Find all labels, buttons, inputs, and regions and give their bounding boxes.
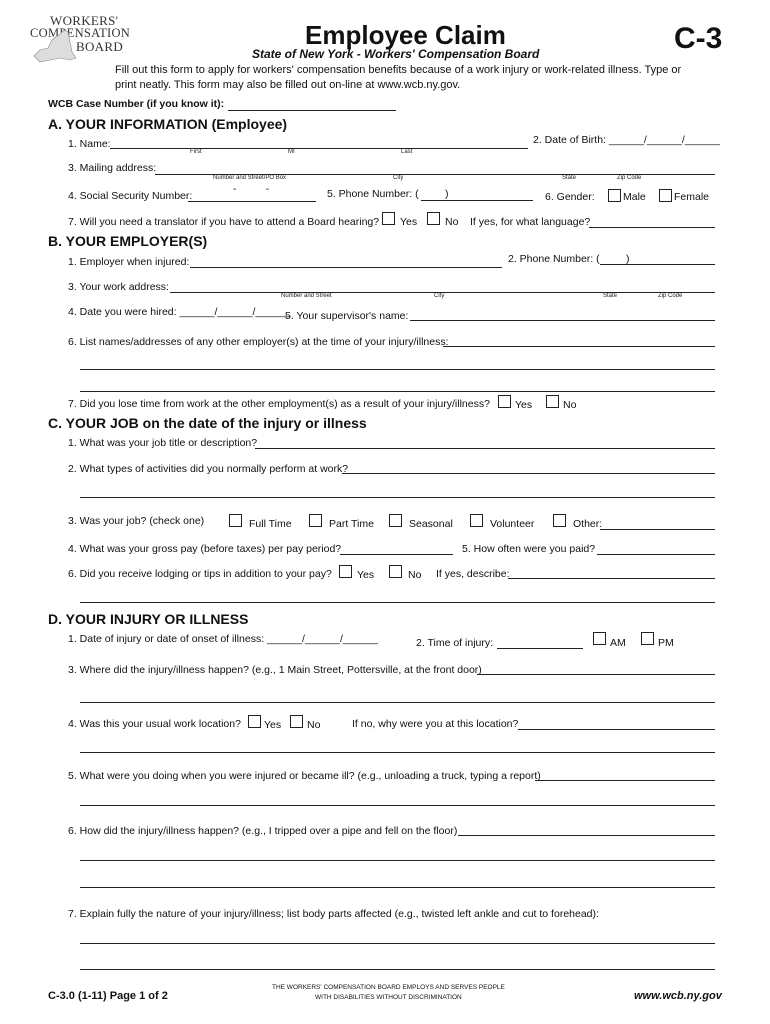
ny-state-outline-icon [30,28,78,66]
state-caption: State [562,175,577,181]
injury-location-field-2[interactable] [80,702,715,703]
first-name-caption: First [190,149,202,155]
logo-line-3: BOARD [76,39,124,54]
full-time-checkbox[interactable] [229,514,242,527]
usual-location-label: 4. Was this your usual work location? [68,718,241,730]
why-location-field-1[interactable] [518,729,715,730]
part-time-checkbox[interactable] [309,514,322,527]
work-zip-caption: Zip Code [658,293,683,299]
male-label: Male [623,191,646,203]
full-time-label: Full Time [249,518,292,530]
employer-field[interactable] [190,267,502,268]
usual-location-yes-checkbox[interactable] [248,715,261,728]
am-label: AM [610,637,626,649]
lost-time-no-label: No [563,399,577,411]
nature-field-1[interactable] [80,943,715,944]
how-happened-field-2[interactable] [80,860,715,861]
city-caption: City [393,175,404,181]
am-checkbox[interactable] [593,632,606,645]
usual-location-yes-label: Yes [264,719,282,731]
instructions-line-2: print neatly. This form may also be filled out on-line at www.wcb.ny.gov. [115,79,461,91]
employer-phone-close: ) [626,253,630,265]
translator-no-checkbox[interactable] [427,212,440,225]
language-field[interactable] [589,227,715,228]
usual-location-no-label: No [307,719,321,731]
doing-field-2[interactable] [80,805,715,806]
page-title: Employee Claim [305,20,506,50]
part-time-label: Part Time [329,518,374,530]
dob-label[interactable]: 2. Date of Birth: ______/______/______ [533,134,720,146]
lodging-no-checkbox[interactable] [389,565,402,578]
doing-field-1[interactable] [535,780,715,781]
language-label: If yes, for what language? [470,216,591,228]
mi-caption: MI [288,149,295,155]
describe-label: If yes, describe: [436,568,510,580]
translator-no-label: No [445,216,459,228]
ssn-dashes: - - [233,183,270,195]
activities-label: 2. What types of activities did you normally perform at work? [68,463,349,475]
lost-time-yes-checkbox[interactable] [498,395,511,408]
other-employers-field-3[interactable] [80,391,715,392]
nature-field-2[interactable] [80,969,715,970]
volunteer-label: Volunteer [490,518,535,530]
lost-time-yes-label: Yes [515,399,533,411]
other-label: Other: [573,518,603,530]
translator-yes-label: Yes [400,216,418,228]
gender-male-checkbox[interactable] [608,189,621,202]
website-link[interactable]: www.wcb.ny.gov [634,990,722,1002]
seasonal-checkbox[interactable] [389,514,402,527]
section-b-heading: B. YOUR EMPLOYER(S) [48,233,208,249]
injury-date-label[interactable]: 1. Date of injury or date of onset of illness: ______/______/______ [68,633,378,645]
work-street-caption: Number and Street [281,293,332,299]
case-number-field[interactable] [228,110,396,111]
zip-caption: Zip Code [617,175,642,181]
logo-line-2: COMPENSATION [30,26,131,40]
section-d-heading: D. YOUR INJURY OR ILLNESS [48,611,249,627]
how-happened-field-3[interactable] [80,887,715,888]
supervisor-label: 5. Your supervisor's name: [285,310,409,322]
logo-line-1: WORKERS' [50,13,119,28]
street-caption: Number and Street/PO Box [213,175,287,181]
injury-location-field-1[interactable] [477,674,715,675]
lodging-yes-checkbox[interactable] [339,565,352,578]
injury-time-label: 2. Time of injury: [416,637,494,649]
employee-phone-close: ) [445,188,449,200]
discrimination-notice-1: THE WORKERS' COMPENSATION BOARD EMPLOYS AND SERVES PEOPLE [272,984,505,991]
mailing-address-label: 3. Mailing address: [68,162,157,174]
how-happened-field-1[interactable] [458,835,715,836]
last-name-caption: Last [401,149,413,155]
work-address-label: 3. Your work address: [68,281,169,293]
lodging-label: 6. Did you receive lodging or tips in addition to your pay? [68,568,332,580]
wcb-logo [30,14,155,66]
lodging-no-label: No [408,569,422,581]
other-employers-field-1[interactable] [443,346,715,347]
injury-time-field[interactable] [497,648,583,649]
ssn-label: 4. Social Security Number: [68,190,193,202]
work-city-caption: City [434,293,445,299]
other-employers-label: 6. List names/addresses of any other employer(s) at the time of your injury/illness: [68,336,449,348]
discrimination-notice-2: WITH DISABILITIES WITHOUT DISCRIMINATION [315,994,462,1001]
job-title-label: 1. What was your job title or description? [68,437,258,449]
work-state-caption: State [603,293,618,299]
section-a-heading: A. YOUR INFORMATION (Employee) [48,116,288,132]
employer-phone-label: 2. Phone Number: ( [508,253,600,265]
instructions-line-1: Fill out this form to apply for workers' compensation benefits because of a work injury or work-related illness. Type or [115,64,682,76]
injury-location-label: 3. Where did the injury/illness happen? (e.g., 1 Main Street, Pottersville, at the front door) [68,664,482,676]
other-checkbox[interactable] [553,514,566,527]
describe-field-2[interactable] [80,602,715,603]
job-title-field[interactable] [255,448,715,449]
other-employers-field-2[interactable] [80,369,715,370]
usual-location-no-checkbox[interactable] [290,715,303,728]
activities-field-1[interactable] [342,473,715,474]
female-label: Female [674,191,710,203]
gross-pay-label: 4. What was your gross pay (before taxes) per pay period? [68,543,342,555]
case-number-label: WCB Case Number (if you know it): [48,98,225,110]
pm-checkbox[interactable] [641,632,654,645]
other-job-field[interactable] [600,529,715,530]
job-type-label: 3. Was your job? (check one) [68,515,205,527]
name-field[interactable] [110,148,528,149]
section-c-heading: C. YOUR JOB on the date of the injury or illness [48,415,367,431]
subtitle: State of New York - Workers' Compensation Board [252,47,540,61]
how-often-field[interactable] [597,554,715,555]
gender-label: 6. Gender: [545,191,595,203]
gender-female-checkbox[interactable] [659,189,672,202]
seasonal-label: Seasonal [409,518,453,530]
lost-time-label: 7. Did you lose time from work at the other employment(s) as a result of your injury/illness? [68,398,490,410]
hire-date-label[interactable]: 4. Date you were hired: ______/______/______ [68,306,291,318]
lost-time-no-checkbox[interactable] [546,395,559,408]
activities-field-2[interactable] [80,497,715,498]
why-location-label: If no, why were you at this location? [352,718,519,730]
employee-phone-label: 5. Phone Number: ( [327,188,419,200]
describe-field-1[interactable] [508,578,715,579]
lodging-yes-label: Yes [357,569,375,581]
how-often-label: 5. How often were you paid? [462,543,596,555]
translator-yes-checkbox[interactable] [382,212,395,225]
how-happened-label: 6. How did the injury/illness happen? (e.g., I tripped over a pipe and fell on the floor) [68,825,458,837]
pm-label: PM [658,637,674,649]
employer-label: 1. Employer when injured: [68,256,190,268]
supervisor-field[interactable] [410,320,715,321]
doing-label: 5. What were you doing when you were injured or became ill? (e.g., unloading a truck, typing a report) [68,770,541,782]
why-location-field-2[interactable] [80,752,715,753]
nature-label: 7. Explain fully the nature of your injury/illness; list body parts affected (e.g., twisted left ankle and cut to forehead): [68,908,599,920]
page-number: C-3.0 (1-11) Page 1 of 2 [48,990,168,1002]
ssn-field[interactable] [188,201,316,202]
name-label: 1. Name: [68,138,111,150]
volunteer-checkbox[interactable] [470,514,483,527]
form-code: C-3 [674,22,723,55]
gross-pay-field[interactable] [340,554,453,555]
employer-phone-field[interactable] [600,264,715,265]
employee-phone-field[interactable] [421,200,533,201]
translator-label: 7. Will you need a translator if you have to attend a Board hearing? [68,216,380,228]
